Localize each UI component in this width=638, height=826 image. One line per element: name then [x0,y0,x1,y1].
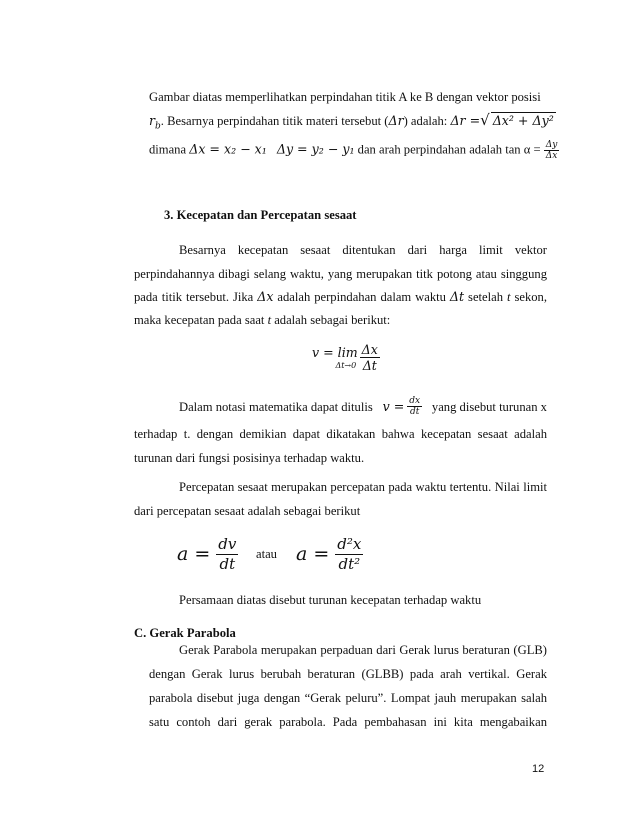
page-number: 12 [532,763,545,775]
p1-line-4: maka kecepatan pada saat t adalah sebagai berikut: [134,313,391,327]
intro-line-1: Gambar diatas memperlihatkan perpindahan titik A ke B dengan vektor posisi [149,90,541,104]
rb-symbol: $r_b$ [149,113,161,132]
p3-line-1: Percepatan sesaat merupakan percepatan pada waktu tertentu. Nilai limit [179,480,547,494]
section-3-heading: 3. Kecepatan dan Percepatan sesaat [164,208,357,222]
c-line-4: satu contoh dari gerak parabola. Pada pembahasan ini kita mengabaikan [149,715,547,729]
p1-line-3: pada titik tersebut. Jika Δx adalah perpindahan dalam waktu Δt setelah t sekon, [134,289,547,304]
p3-line-2: dari percepatan sesaat adalah sebagai berikut [134,504,361,518]
acceleration-equation-2: a = $\frac{\text{d²x}}{\text{dt²}}$ [296,534,362,573]
intro-line-3: dimana Δx = x₂ − x₁ Δy = y₂ − y₁ dan arah perpindahan adalah tan α = $\frac{\Delta y}{\Delta x}$ [149,140,558,161]
acceleration-equation-1: a = $\frac{dv}{dt}$ [177,534,237,573]
c-line-1: Gerak Parabola merupakan perpaduan dari Gerak lurus beraturan (GLB) [179,643,547,657]
c-line-3: parabola disebut juga dengan “Gerak peluru”. Lompat jauh merupakan salah [149,691,547,705]
sqrt-sign: √ [480,111,490,129]
p2-line-3: turunan dari fungsi posisinya terhadap waktu. [134,451,365,465]
section-c-heading: C. Gerak Parabola [134,626,236,640]
intro-line-2: $r_b$. Besarnya perpindahan titik materi tersebut (Δr) adalah: Δr =√ Δx² + Δy² [149,111,554,132]
tan-fraction: $\frac{\Delta y}{\Delta x}$ [545,140,558,161]
p1-line-2: perpindahannya dibagi selang waktu, yang merupakan titk potong atau singgung [134,267,547,281]
velocity-limit-equation: v = lim Δt→0 $\frac{\Delta x}{\Delta t}$ [312,342,378,373]
p1-line-1: Besarnya kecepatan sesaat ditentukan dari harga limit vektor [179,243,547,257]
p4-line: Persamaan diatas disebut turunan kecepatan terhadap waktu [179,593,482,607]
p2-line-2: terhadap t. dengan demikian dapat dikatakan bahwa kecepatan sesaat adalah [134,427,547,441]
atau-label: atau [256,547,277,561]
p2-line-1: Dalam notasi matematika dapat ditulis v = $\frac{dx}{dt}$ yang disebut turunan x [179,396,547,417]
c-line-2: dengan Gerak lurus berubah beraturan (GLBB) pada arah vertikal. Gerak [149,667,547,681]
